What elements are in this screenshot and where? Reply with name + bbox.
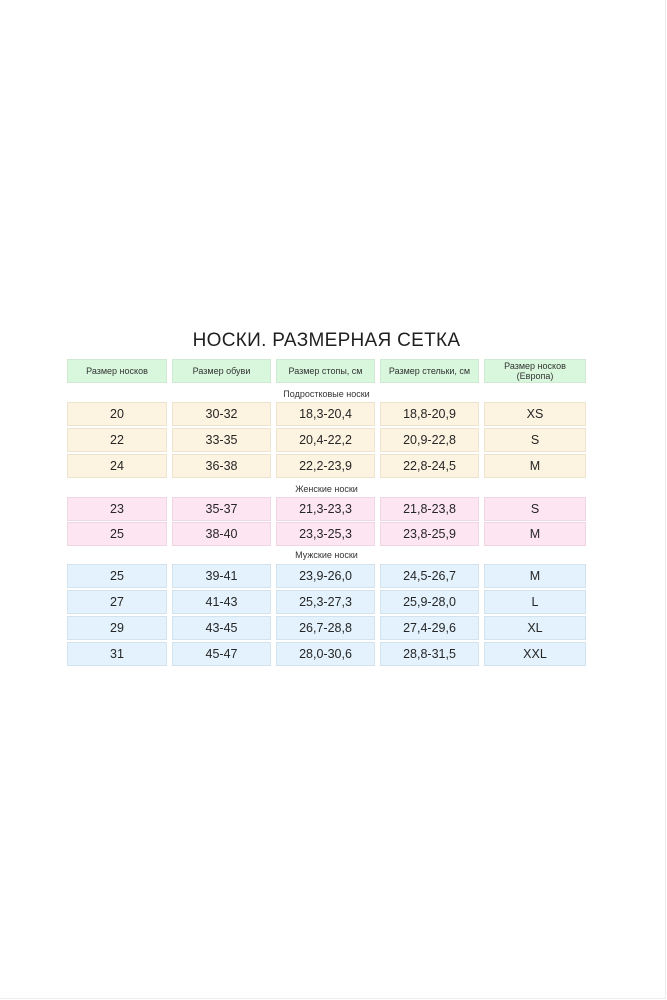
cell-sock-size: 20 [67, 402, 167, 426]
cell-insole-size: 22,8-24,5 [380, 454, 479, 478]
cell-shoe-size: 45-47 [172, 642, 271, 666]
cell-foot-size: 21,3-23,3 [276, 497, 375, 521]
cell-eu-size: S [484, 428, 586, 452]
cell-eu-size: XL [484, 616, 586, 640]
cell-eu-size: XXL [484, 642, 586, 666]
cell-shoe-size: 33-35 [172, 428, 271, 452]
table-row [0, 428, 667, 452]
table-row [0, 590, 667, 614]
cell-shoe-size: 35-37 [172, 497, 271, 521]
table-row [0, 564, 667, 588]
cell-insole-size: 20,9-22,8 [380, 428, 479, 452]
cell-foot-size: 22,2-23,9 [276, 454, 375, 478]
cell-eu-size: M [484, 564, 586, 588]
cell-foot-size: 20,4-22,2 [276, 428, 375, 452]
cell-shoe-size: 38-40 [172, 522, 271, 546]
cell-eu-size: M [484, 454, 586, 478]
cell-shoe-size: 36-38 [172, 454, 271, 478]
column-header-shoe-size: Размер обуви [172, 359, 271, 383]
table-row [0, 497, 667, 521]
cell-shoe-size: 30-32 [172, 402, 271, 426]
cell-foot-size: 25,3-27,3 [276, 590, 375, 614]
table-header [0, 359, 667, 383]
section-label-men: Мужские носки [295, 550, 358, 560]
cell-foot-size: 18,3-20,4 [276, 402, 375, 426]
cell-eu-size: XS [484, 402, 586, 426]
section-label-teen: Подростковые носки [283, 389, 370, 399]
table-row [0, 616, 667, 640]
cell-shoe-size: 39-41 [172, 564, 271, 588]
cell-sock-size: 27 [67, 590, 167, 614]
table-row [0, 642, 667, 666]
cell-sock-size: 25 [67, 522, 167, 546]
table-row [0, 522, 667, 546]
column-header-eu-size: Размер носков (Европа) [484, 359, 586, 383]
cell-eu-size: S [484, 497, 586, 521]
cell-insole-size: 23,8-25,9 [380, 522, 479, 546]
cell-sock-size: 24 [67, 454, 167, 478]
column-header-sock-size: Размер носков [67, 359, 167, 383]
page-title: НОСКИ. РАЗМЕРНАЯ СЕТКА [192, 330, 461, 351]
cell-sock-size: 31 [67, 642, 167, 666]
cell-sock-size: 23 [67, 497, 167, 521]
cell-foot-size: 28,0-30,6 [276, 642, 375, 666]
cell-sock-size: 29 [67, 616, 167, 640]
column-header-foot-size: Размер стопы, см [276, 359, 375, 383]
cell-insole-size: 18,8-20,9 [380, 402, 479, 426]
cell-foot-size: 23,3-25,3 [276, 522, 375, 546]
cell-insole-size: 21,8-23,8 [380, 497, 479, 521]
cell-insole-size: 27,4-29,6 [380, 616, 479, 640]
table-row [0, 454, 667, 478]
cell-sock-size: 22 [67, 428, 167, 452]
cell-shoe-size: 41-43 [172, 590, 271, 614]
section-label-women: Женские носки [295, 484, 358, 494]
table-row [0, 402, 667, 426]
cell-foot-size: 23,9-26,0 [276, 564, 375, 588]
cell-insole-size: 28,8-31,5 [380, 642, 479, 666]
cell-eu-size: L [484, 590, 586, 614]
cell-eu-size: M [484, 522, 586, 546]
cell-insole-size: 25,9-28,0 [380, 590, 479, 614]
cell-foot-size: 26,7-28,8 [276, 616, 375, 640]
cell-shoe-size: 43-45 [172, 616, 271, 640]
cell-sock-size: 25 [67, 564, 167, 588]
column-header-insole-size: Размер стельки, см [380, 359, 479, 383]
cell-insole-size: 24,5-26,7 [380, 564, 479, 588]
